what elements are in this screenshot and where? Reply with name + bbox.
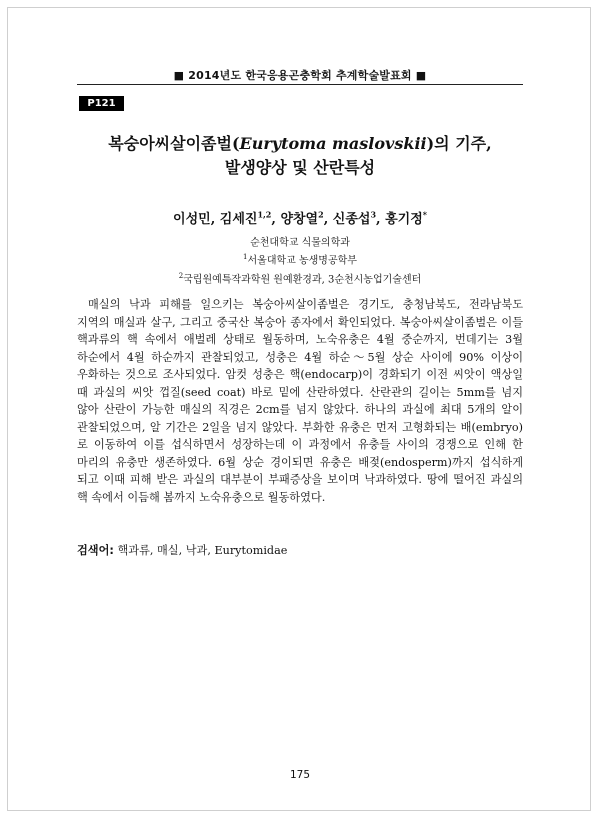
author: 신종섭$^3$ (332, 209, 377, 227)
affiliation: $^1$서울대학교 농생명공학부 (243, 253, 357, 267)
title-line-1 (77, 132, 523, 156)
paper-title (77, 132, 523, 180)
affiliation: 순천대학교 식물의학과 (250, 237, 350, 249)
title-line-2: 발생양상 및 산란특성 (224, 158, 376, 177)
keywords (77, 542, 523, 558)
author-list: 이성민, 김세진$^{1,2}$, 양창열$^2$, 신종섭$^3$, 홍기정* (173, 209, 427, 227)
author: 홍기정* (385, 209, 427, 227)
keywords-text: 핵과류, 매실, 낙과, Eurytomidae (117, 544, 288, 557)
author: 이성민 (173, 212, 211, 227)
author: 양창열$^2$ (280, 209, 324, 227)
conference-header: ■ 2014년도 한국응용곤충학회 추계학술발표회 ■ (173, 69, 427, 82)
title-suffix: )의 기주, (426, 134, 492, 153)
abstract-body: 매실의 낙과 피해를 일으키는 복숭아씨살이좀벌은 경기도, 충청남북도, 전라남북도 지역의 매실과 살구, 그리고 중국산 복숭아 종자에서 확인되었다. 복숭아씨살이좀벌은 이들 핵과류의 핵 속에서 애벌레 상태로 월동하며, 노숙유충은 4월 중순까지, 번데기는 3월 하순에서 4월 하순까지 관찰되었고, 성충은 4월 하순～5월 상순 사이에 90% 이상이 우화하는 것으로 조사되었다. 암컷 성충은 핵(endocarp)이 경화되기 이전 씨앗이 액상일 때 과실의 씨앗 껍질(seed coat) 바로 밑에 산란하였다. 산란관의 길이는 5mm를 넘지 않아 산란이 가능한 매실의 직경은 2cm를 넘지 않았다. 하나의 과실에 최대 5개의 알이 관찰되었으며, 알 기간은 2일을 넘지 않았다. 부화한 유충은 먼저 고형화되는 배(embryo)로 이동하여 이를 섭식하면서 성장하는데 이 과정에서 유충들 사이의 경쟁으로 인해 한 마리의 유충만 생존하였다. 6월 상순 경이되면 유충은 배젖(endosperm)까지 섭식하게 되고 이때 피해 받은 과실의 대부분이 부패증상을 보이며 낙과하였다. 땅에 떨어진 과실의 핵 속에서 이듬해 봄까지 노숙유충으로 월동하였다. (77, 298, 523, 504)
header-rule (77, 84, 523, 85)
author: 김세진$^{1,2}$ (219, 209, 272, 227)
poster-code-badge: P121 (79, 96, 124, 111)
species-name: Eurytoma maslovskii (239, 134, 427, 153)
title-prefix: 복숭아씨살이좀벌( (108, 134, 240, 153)
keywords-label: 검색어: (77, 544, 114, 557)
affiliations (77, 232, 523, 287)
page-number: 175 (289, 769, 311, 781)
affiliation: $^2$국립원예특작과학원 원예환경과, 3순천시농업기술센터 (178, 271, 422, 285)
